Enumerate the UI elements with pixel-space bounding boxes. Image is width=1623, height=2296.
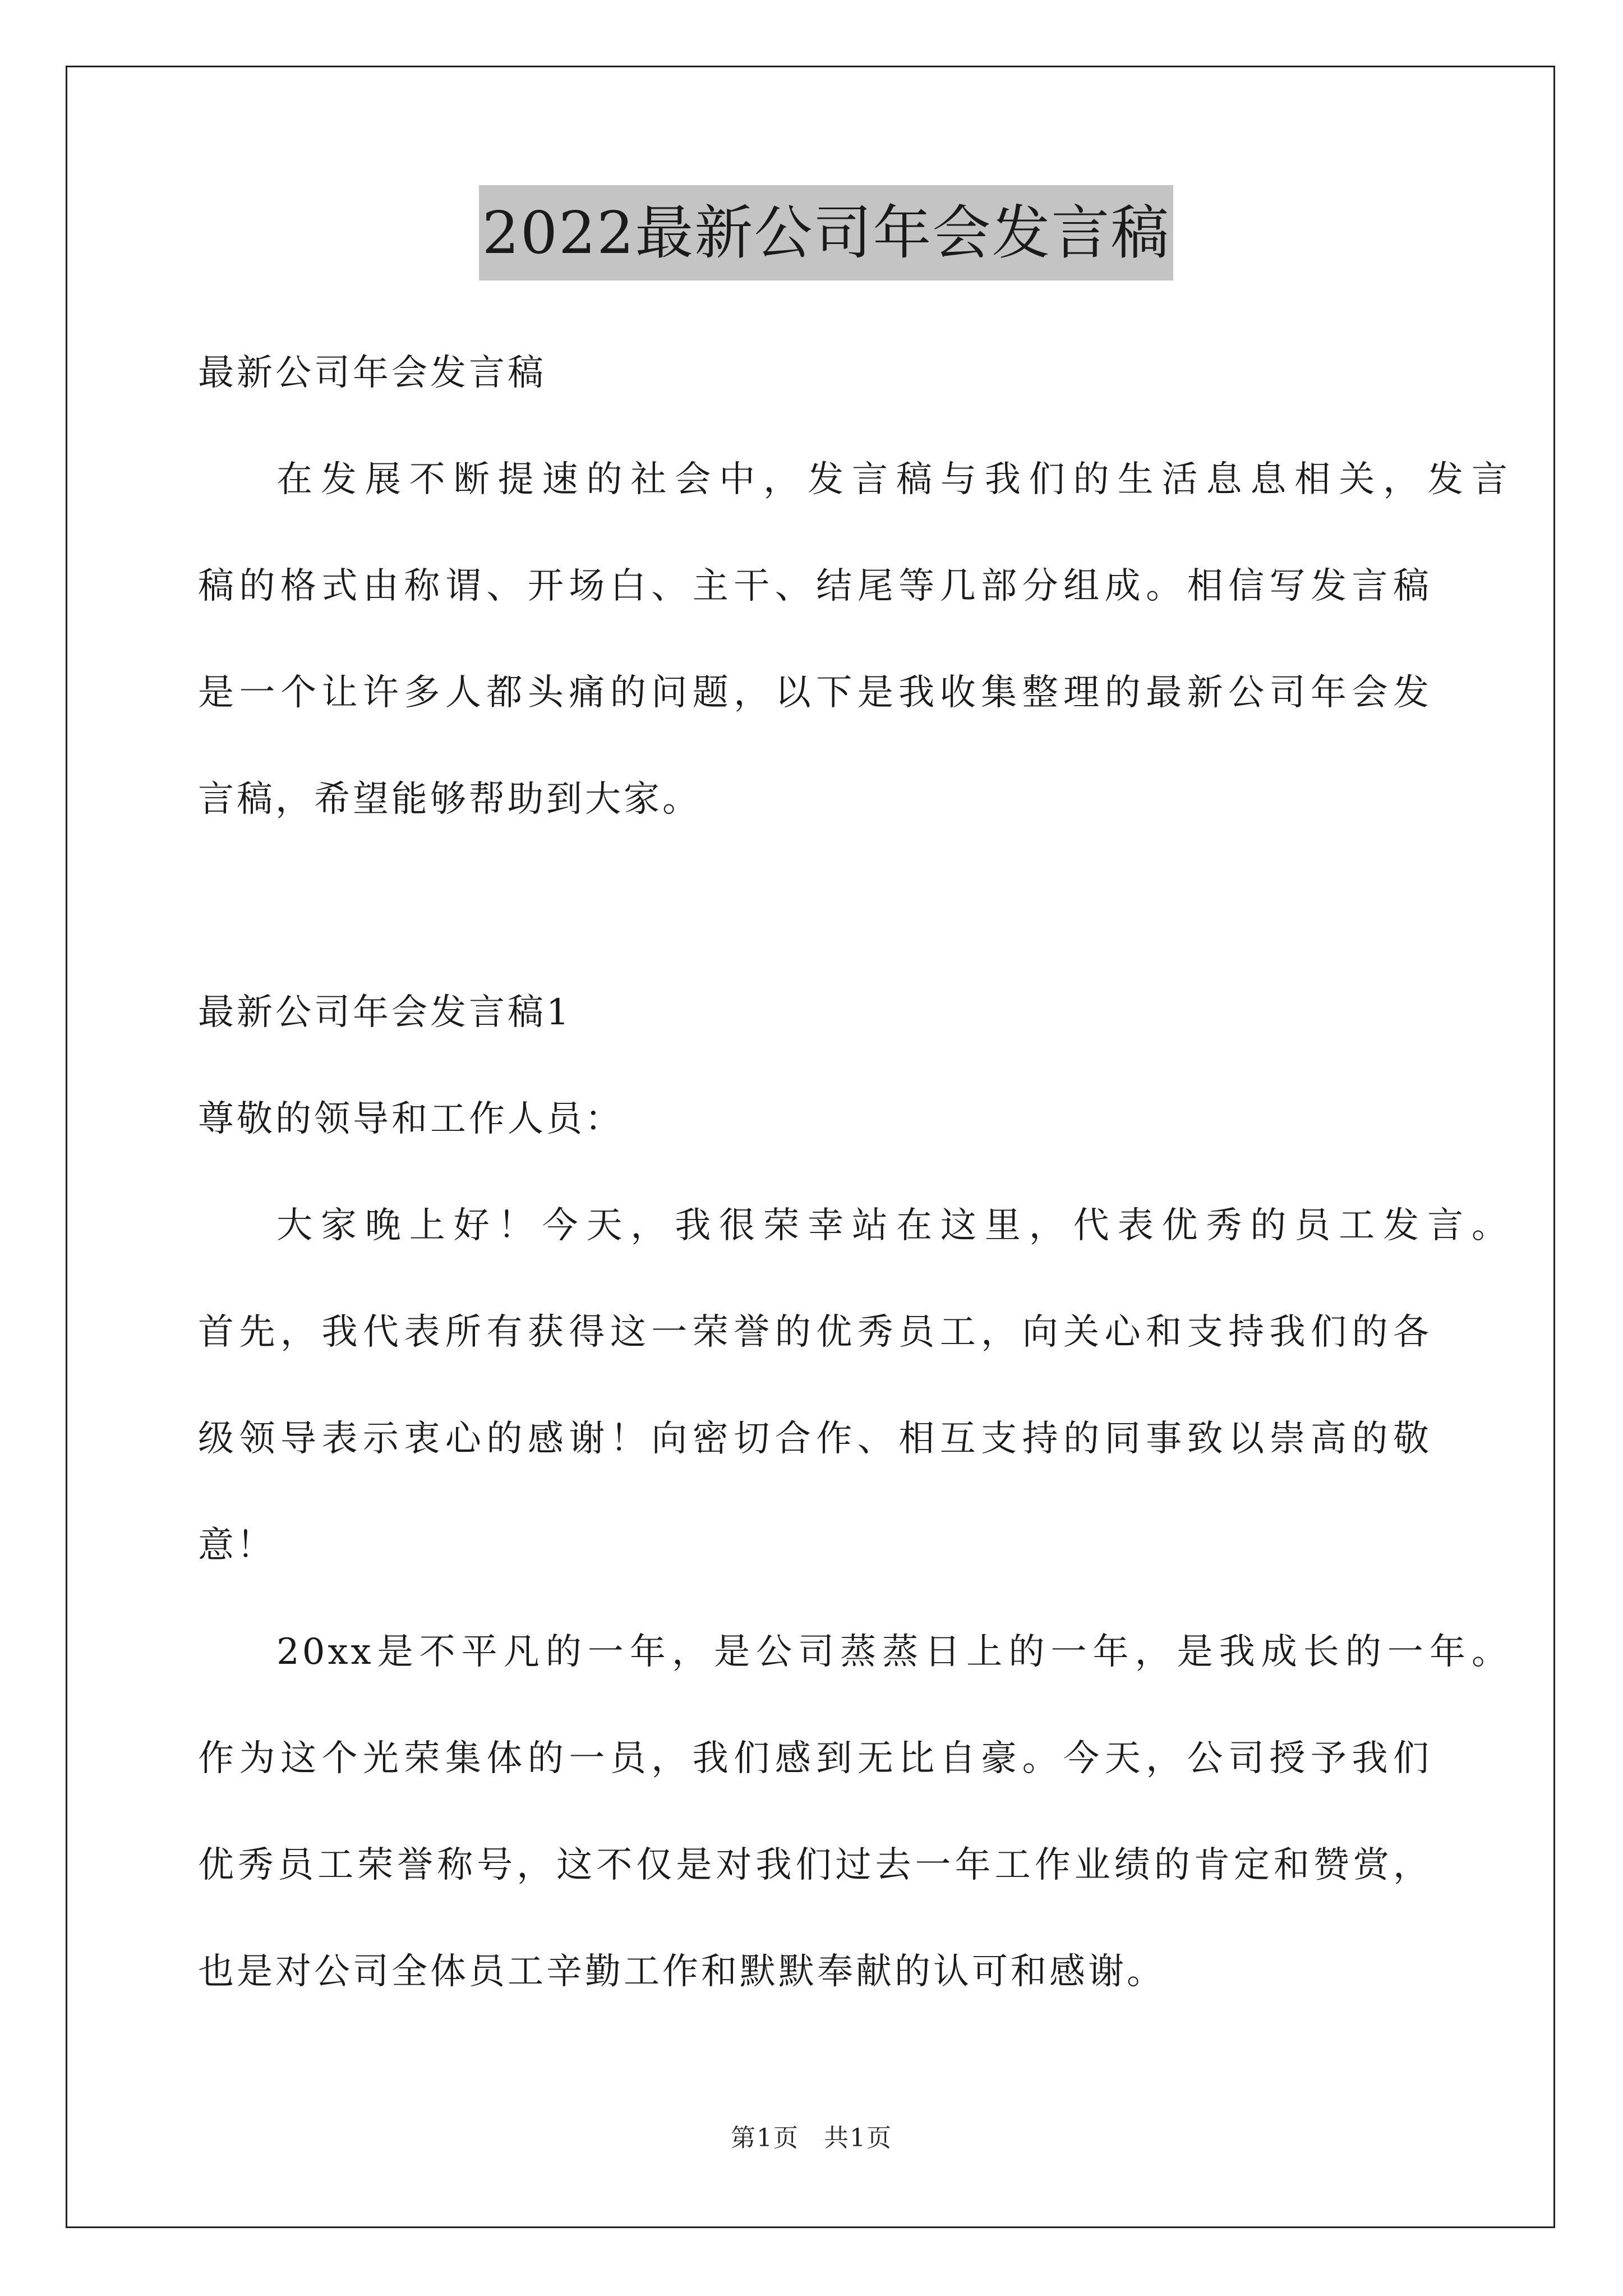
intro-line: 在发展不断提速的社会中，发言稿与我们的生活息息相关，发言: [276, 459, 1510, 500]
paragraph-line: 也是对公司全体员工辛勤工作和默默奉献的认可和感谢。: [198, 1951, 1165, 1993]
paragraph-line: 作为这个光荣集体的一员，我们感到无比自豪。今天，公司授予我们: [198, 1738, 1432, 1779]
intro-line: 稿的格式由称谓、开场白、主干、结尾等几部分组成。相信写发言稿: [198, 565, 1432, 607]
intro-paragraph: [198, 426, 1510, 853]
paragraph-line: 意！: [198, 1525, 275, 1566]
paragraph-line: 20xx是不平凡的一年，是公司蒸蒸日上的一年，是我成长的一年。: [276, 1631, 1510, 1673]
page-footer: [0, 2118, 1623, 2154]
section1-paragraph-1: [198, 1172, 1510, 1599]
title-container: [198, 185, 1432, 297]
paragraph-line: 级领导表示衷心的感谢！向密切合作、相互支持的同事致以崇高的敬: [198, 1418, 1432, 1460]
paragraph-line: 大家晚上好！今天，我很荣幸站在这里，代表优秀的员工发言。: [276, 1205, 1510, 1246]
section-spacer: [198, 853, 1432, 959]
page-number-total: 共1页: [824, 2124, 892, 2152]
intro-line: 言稿，希望能够帮助到大家。: [198, 779, 701, 820]
salutation: 尊敬的领导和工作人员：: [198, 1098, 624, 1140]
section1-paragraph-2: [198, 1599, 1510, 2025]
page-number-current: 第1页: [731, 2124, 799, 2152]
intro-heading: 最新公司年会发言稿: [198, 352, 546, 394]
intro-line: 是一个让许多人都头痛的问题，以下是我收集整理的最新公司年会发: [198, 672, 1432, 714]
document-title: 2022最新公司年会发言稿: [479, 185, 1174, 280]
section1-heading: 最新公司年会发言稿1: [198, 992, 572, 1033]
paragraph-line: 首先，我代表所有获得这一荣誉的优秀员工，向关心和支持我们的各: [198, 1312, 1432, 1353]
document-body: [198, 185, 1510, 2025]
paragraph-line: 优秀员工荣誉称号，这不仅是对我们过去一年工作业绩的肯定和赞赏，: [198, 1844, 1432, 1886]
